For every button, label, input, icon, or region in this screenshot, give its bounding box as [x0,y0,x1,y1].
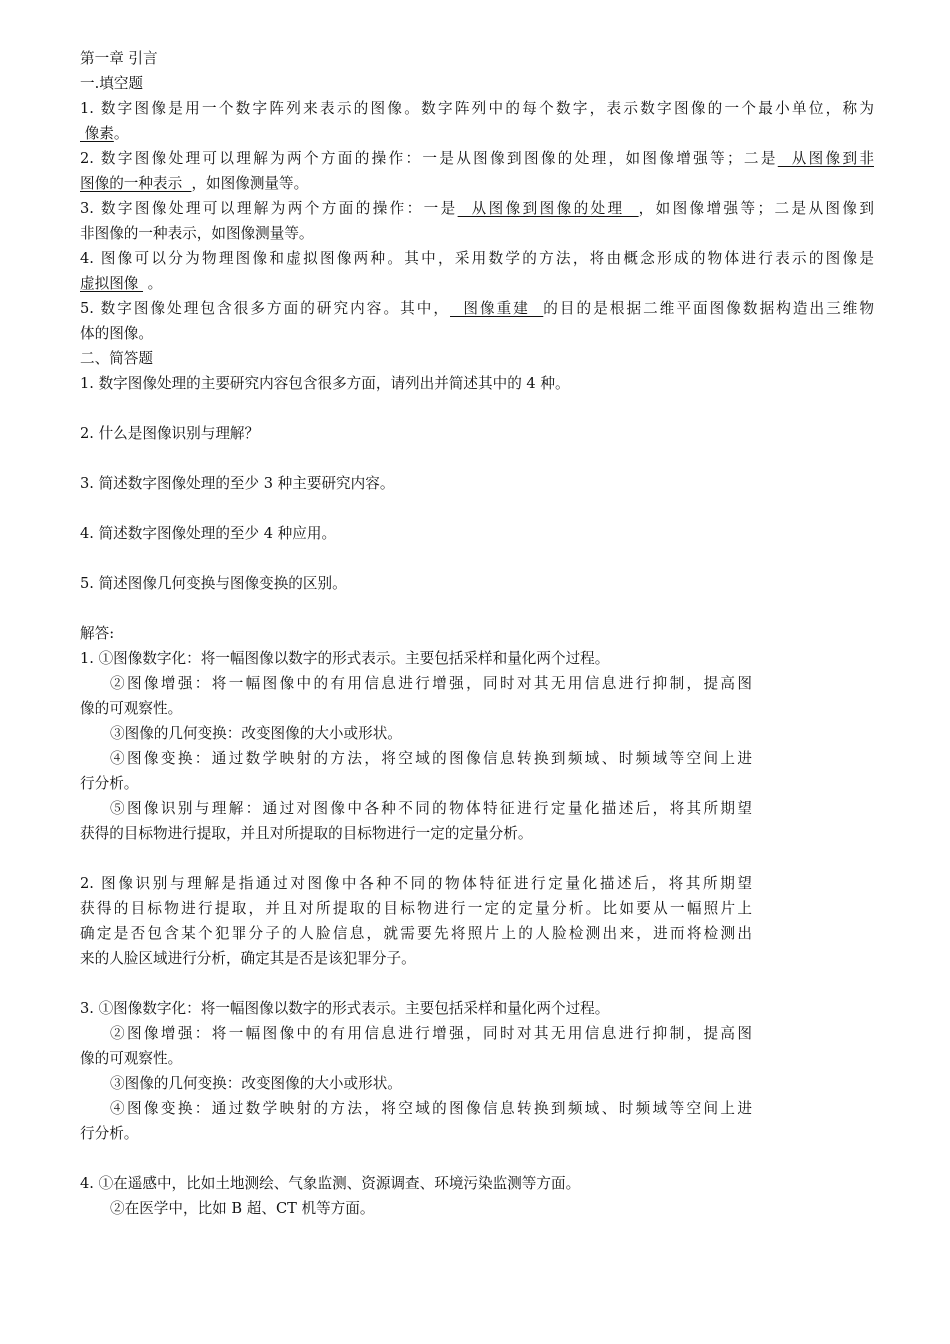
answer-line: 4. ①在遥感中，比如土地测绘、气象监测、资源调查、环境污染监测等方面。 [80,1175,581,1192]
answer-line: 行分析。 [80,775,139,792]
short-question: 3. 简述数字图像处理的至少 3 种主要研究内容。 [80,475,395,492]
fill-q4-answer: 虚拟图像 [80,275,144,292]
fill-q2-line2 [80,171,874,196]
answer-line: 来的人脸区域进行分析，确定其是否是该犯罪分子。 [80,950,416,967]
fill-q4-line2 [80,271,874,296]
answer-3 [80,996,752,1146]
fill-q3-line1 [80,196,874,221]
fill-q1-answer: 像素 [80,125,114,142]
answer-line: 确定是否包含某个犯罪分子的人脸信息，就需要先将照片上的人脸检测出来，进而将检测出 [80,925,752,942]
chapter-title: 第一章 引言 [80,50,158,67]
answer-line: 获得的目标物进行提取，并且对所提取的目标物进行一定的定量分析。比如要从一幅照片上 [80,900,752,917]
fill-q2-answer-a: 从图像到非 [777,150,874,167]
fill-q2-post: ，如图像测量等。 [191,175,309,192]
fill-q3-post: ，如图像增强等；二是从图像到 [638,200,874,217]
fill-q2-answer-b: 图像的一种表示 [80,175,192,192]
answer-line: ④图像变换：通过数学映射的方法，将空域的图像信息转换到频域、时频域等空间上进 [110,1100,752,1117]
fill-q1-line2 [80,121,874,146]
answer-line: ③图像的几何变换：改变图像的大小或形状。 [110,725,402,742]
fill-q4-end: 。 [143,275,163,292]
short-question: 1. 数字图像处理的主要研究内容包含很多方面，请列出并简述其中的 4 种。 [80,375,570,392]
answer-line: ②图像增强：将一幅图像中的有用信息进行增强，同时对其无用信息进行抑制，提高图 [110,1025,752,1042]
short-question: 5. 简述图像几何变换与图像变换的区别。 [80,575,347,592]
answer-line: 像的可观察性。 [80,1050,183,1067]
answer-line: 3. ①图像数字化：将一幅图像以数字的形式表示。主要包括采样和量化两个过程。 [80,1000,610,1017]
answer-1 [80,646,752,846]
fill-q2-pre: 2. 数字图像处理可以理解为两个方面的操作：一是从图像到图像的处理，如图像增强等；二是 [80,150,778,167]
fill-q5-pre: 5. 数字图像处理包含很多方面的研究内容。其中， [80,300,450,317]
answer-line: ②在医学中，比如 B 超、CT 机等方面。 [110,1200,375,1217]
fill-q5-line2: 体的图像。 [80,325,153,342]
short-question: 2. 什么是图像识别与理解？ [80,425,260,442]
short-question: 4. 简述数字图像处理的至少 4 种应用。 [80,525,337,542]
answer-line: 行分析。 [80,1125,139,1142]
answer-line: ⑤图像识别与理解：通过对图像中各种不同的物体特征进行定量化描述后，将其所期望 [110,800,752,817]
fill-q4-line1: 4. 图像可以分为物理图像和虚拟图像两种。其中，采用数学的方法，将由概念形成的物体进行表示的图像是 [80,250,874,267]
answer-line: 像的可观察性。 [80,700,183,717]
short-section-heading: 二、简答题 [80,350,153,367]
fill-q3-answer: 从图像到图像的处理 [457,200,639,217]
answers-label: 解答: [80,625,115,642]
fill-q3-line2: 非图像的一种表示，如图像测量等。 [80,225,314,242]
document-page [80,46,874,1221]
answer-4 [80,1171,752,1221]
fill-q1-end: 。 [113,125,129,142]
fill-q1-line1: 1. 数字图像是用一个数字阵列来表示的图像。数字阵列中的每个数字，表示数字图像的一个最小单位，称为 [80,100,874,117]
answer-line: 2. 图像识别与理解是指通过对图像中各种不同的物体特征进行定量化描述后，将其所期望 [80,875,752,892]
answer-line: 获得的目标物进行提取，并且对所提取的目标物进行一定的定量分析。 [80,825,533,842]
fill-q5-answer: 图像重建 [450,300,544,317]
answer-line: 1. ①图像数字化：将一幅图像以数字的形式表示。主要包括采样和量化两个过程。 [80,650,610,667]
fill-q5-line1 [80,296,874,321]
answer-line: ②图像增强：将一幅图像中的有用信息进行增强，同时对其无用信息进行抑制，提高图 [110,675,752,692]
answer-line: ④图像变换：通过数学映射的方法，将空域的图像信息转换到频域、时频域等空间上进 [110,750,752,767]
fill-q3-pre: 3. 数字图像处理可以理解为两个方面的操作：一是 [80,200,458,217]
answer-line: ③图像的几何变换：改变图像的大小或形状。 [110,1075,402,1092]
fill-section-heading: 一.填空题 [80,75,144,92]
answer-2 [80,871,752,971]
fill-q2-line1 [80,146,874,171]
fill-q5-post: 的目的是根据二维平面图像数据构造出三维物 [543,300,874,317]
